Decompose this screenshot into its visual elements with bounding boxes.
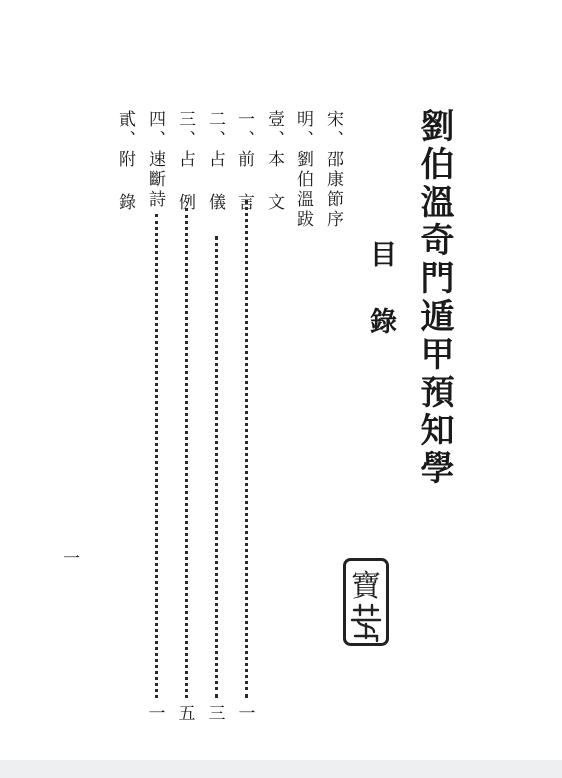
viewer-bottom-bar <box>0 760 562 778</box>
toc-entry-quick-poems: 四、速斷詩 <box>145 110 165 210</box>
toc-heading: 目錄 <box>365 240 396 374</box>
toc-entry-postscript: 明、劉伯溫跋 <box>293 110 313 230</box>
seal-stamp-icon <box>343 558 389 646</box>
toc-page-number-divination-examples: 五 <box>178 704 196 724</box>
dot-leader-divination-rites <box>215 236 218 698</box>
seal-char-top: 寶 <box>351 569 381 604</box>
toc-entry-divination-examples: 三、占 例 <box>175 110 195 213</box>
toc-page-number-introduction: 一 <box>238 704 256 724</box>
dot-leader-introduction <box>245 200 248 698</box>
toc-page-number-divination-rites: 三 <box>208 704 226 724</box>
toc-entry-main-text: 壹、本 文 <box>264 110 284 213</box>
dot-leader-divination-examples <box>185 208 188 698</box>
page-folio: 一 <box>63 549 80 569</box>
toc-entry-introduction: 一、前 言 <box>234 110 254 213</box>
toc-entry-divination-rites: 二、占 儀 <box>205 110 225 213</box>
toc-page-number-quick-poems: 一 <box>148 704 166 724</box>
toc-entry-preface: 宋、邵康節序 <box>323 110 343 230</box>
toc-entry-appendix: 貳、附 錄 <box>115 110 135 213</box>
dot-leader-quick-poems <box>155 214 158 698</box>
book-title: 劉伯溫奇門遁甲預知學 <box>414 108 454 488</box>
